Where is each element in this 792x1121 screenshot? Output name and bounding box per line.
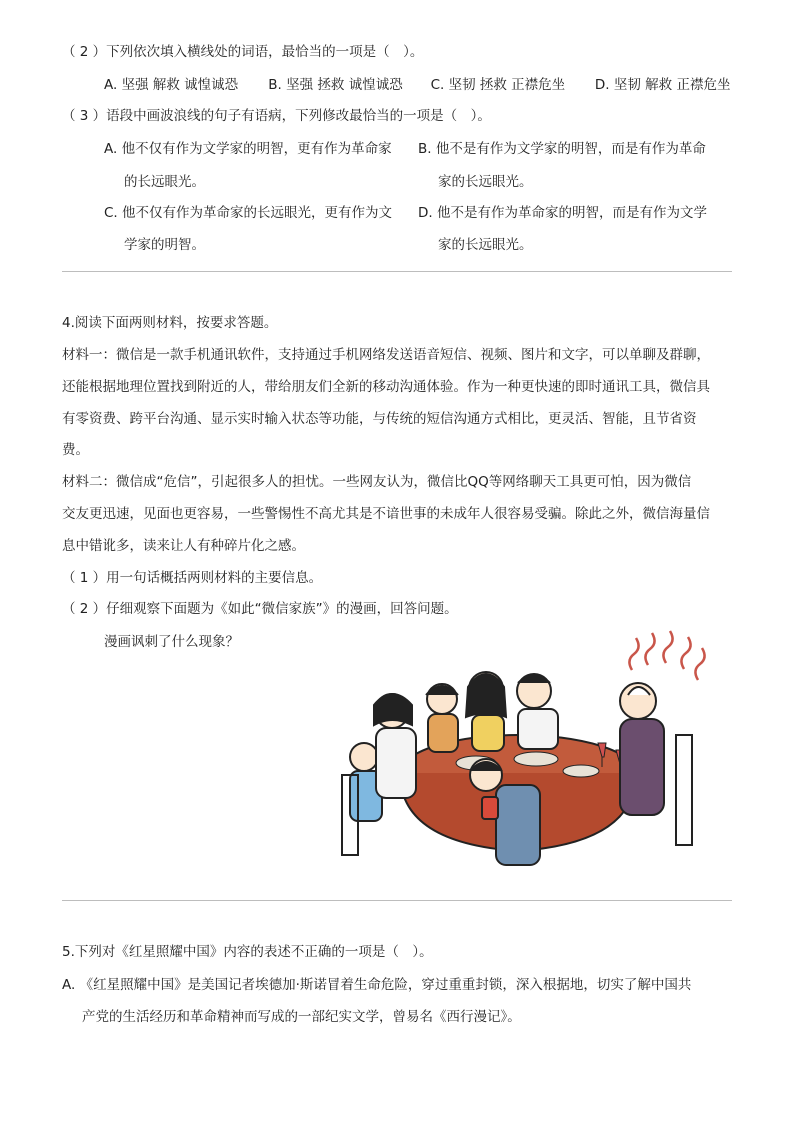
q3-sub2-stem: （ 2 ）下列依次填入横线处的词语，最恰当的一项是（ ）。 xyxy=(62,44,424,60)
q3-sub3-stem: （ 3 ）语段中画波浪线的句子有语病，下列修改最恰当的一项是（ ）。 xyxy=(62,108,491,124)
q4-sub2: （ 2 ）仔细观察下面题为《如此“微信家族”》的漫画，回答问题。 xyxy=(62,601,458,617)
q3-sub3-option-b-cont: 家的长远眼光。 xyxy=(438,174,533,190)
q3-sub3-option-d[interactable]: D. 他不是有作为革命家的明智，而是有作为文学 xyxy=(418,205,707,221)
q4-sub1: （ 1 ）用一句话概括两则材料的主要信息。 xyxy=(62,570,323,586)
q3-sub3-option-c-cont: 学家的明智。 xyxy=(124,237,205,253)
q3-sub3-option-a[interactable]: A. 他不仅有作为文学家的明智，更有作为革命家 xyxy=(104,141,392,157)
q5-title: 5.下列对《红星照耀中国》内容的表述不正确的一项是（ ）。 xyxy=(62,944,433,960)
q4-sub2-question: 漫画讽刺了什么现象？ xyxy=(104,634,239,650)
option-d[interactable]: D. 坚韧 解救 正襟危坐 xyxy=(594,77,731,93)
q3-sub3-option-d-cont: 家的长远眼光。 xyxy=(438,237,533,253)
q5-option-a[interactable]: A. 《红星照耀中国》是美国记者埃德加·斯诺冒着生命危险，穿过重重封锁，深入根据地，切实了解中国共 xyxy=(62,977,692,993)
option-b[interactable]: B. 坚强 拯救 诚惶诚恐 xyxy=(268,77,403,93)
material1-line2: 还能根据地理位置找到附近的人，带给朋友们全新的移动沟通体验。作为一种更快速的即时通讯工具，微信具 xyxy=(62,379,710,395)
option-c[interactable]: C. 坚韧 拯救 正襟危坐 xyxy=(430,77,566,93)
material1-line1: 材料一：微信是一款手机通讯软件，支持通过手机网络发送语音短信、视频、图片和文字，可以单聊及群聊， xyxy=(62,347,710,363)
q5-option-a-cont: 产党的生活经历和革命精神而写成的一部纪实文学，曾易名《西行漫记》。 xyxy=(82,1009,521,1025)
material1-line4: 费。 xyxy=(62,442,89,458)
q3-sub3-option-a-cont: 的长远眼光。 xyxy=(124,174,205,190)
q3-sub3-option-c[interactable]: C. 他不仅有作为革命家的长远眼光，更有作为文 xyxy=(104,205,393,221)
q3-sub2-options xyxy=(104,75,730,95)
material2-line1: 材料二：微信成“危信”，引起很多人的担忧。一些网友认为，微信比QQ等网络聊天工具更可怕，因为微信 xyxy=(62,474,692,490)
material2-line3: 息中错讹多，读来让人有种碎片化之感。 xyxy=(62,538,305,554)
q4-title: 4.阅读下面两则材料，按要求答题。 xyxy=(62,315,278,331)
q3-sub3-option-b[interactable]: B. 他不是有作为文学家的明智，而是有作为革命 xyxy=(418,141,706,157)
wechat-family-cartoon xyxy=(336,625,732,882)
section-divider-2 xyxy=(62,900,732,901)
option-a[interactable]: A. 坚强 解救 诚惶诚恐 xyxy=(104,77,239,93)
material1-line3: 有零资费、跨平台沟通、显示实时输入状态等功能，与传统的短信沟通方式相比，更灵活、智能，且节省资 xyxy=(62,411,697,427)
section-divider xyxy=(62,271,732,272)
material2-line2: 交友更迅速，见面也更容易，一些警惕性不高尤其是不谙世事的未成年人很容易受骗。除此之外，微信海量信 xyxy=(62,506,710,522)
